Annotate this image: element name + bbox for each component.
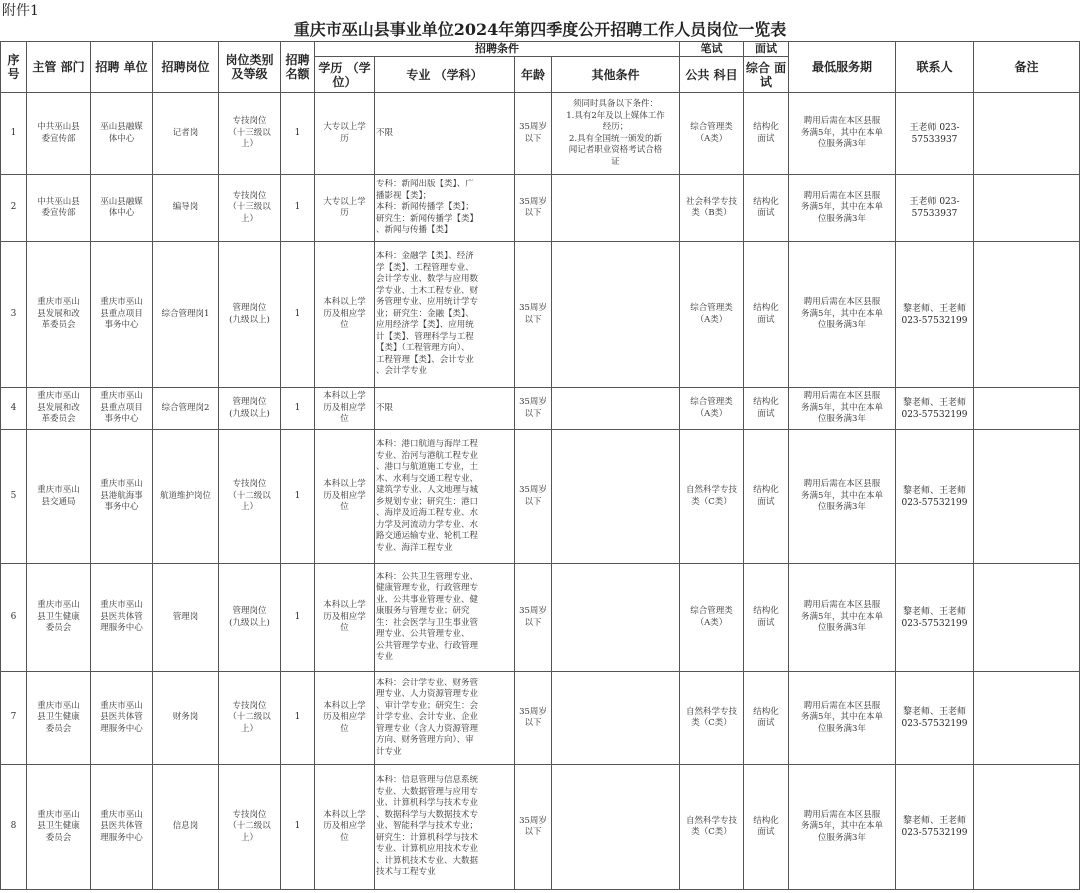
cell-age: 35周岁 以下: [515, 175, 552, 242]
header-age: 年龄: [515, 57, 552, 93]
cell-education: 大专以上学 历: [315, 93, 375, 175]
cell-remarks: [974, 430, 1080, 564]
cell-category: 专技岗位 （十三级以 上）: [219, 93, 281, 175]
cell-major: 本科：会计学专业、财务管 理专业、人力资源管理专业 、审计学专业；研究生：会 计学专业、会计专业、企业 管理专业（含人力资源管理 方向、财务管理方向）、审 计专业: [375, 672, 515, 765]
cell-category: 管理岗位 (九级以上): [219, 388, 281, 430]
cell-education: 本科以上学 历及相应学 位: [315, 430, 375, 564]
cell-education: 本科以上学 历及相应学 位: [315, 765, 375, 890]
cell-contact: 黎老师、王老师 023-57532199: [896, 388, 974, 430]
cell-count: 1: [281, 93, 315, 175]
cell-category: 管理岗位 (九级以上): [219, 564, 281, 672]
cell-education: 本科以上学 历及相应学 位: [315, 672, 375, 765]
header-service: 最低服务期: [789, 42, 896, 93]
cell-contact: 黎老师、王老师 023-57532199: [896, 430, 974, 564]
cell-other: [552, 765, 680, 890]
cell-category: 专技岗位 （十二级以 上）: [219, 672, 281, 765]
header-dept: 主管 部门: [27, 42, 91, 93]
cell-age: 35周岁 以下: [515, 388, 552, 430]
attachment-label: 附件1: [2, 3, 39, 19]
cell-seq: 1: [1, 93, 27, 175]
header-interview: 面试: [744, 42, 789, 57]
header-seq: 序 号: [1, 42, 27, 93]
cell-major: 专科：新闻出版【类】、广 播影视【类】； 本科：新闻传播学【类】； 研究生：新闻传播学【类】 、新闻与传播【类】: [375, 175, 515, 242]
cell-age: 35周岁 以下: [515, 564, 552, 672]
header-written-sub: 公共 科目: [680, 57, 744, 93]
cell-dept: 重庆市巫山 县卫生健康 委员会: [27, 765, 91, 890]
cell-remarks: [974, 93, 1080, 175]
table-row: [1, 242, 1080, 388]
cell-other: [552, 242, 680, 388]
cell-education: 大专以上学 历: [315, 175, 375, 242]
table-row: [1, 175, 1080, 242]
cell-count: 1: [281, 175, 315, 242]
cell-post: 航道维护岗位: [153, 430, 219, 564]
cell-seq: 8: [1, 765, 27, 890]
header-unit: 招聘 单位: [91, 42, 153, 93]
cell-count: 1: [281, 765, 315, 890]
cell-service: 聘用后需在本区县服 务满5年，其中在本单 位服务满3年: [789, 430, 896, 564]
cell-dept: 重庆市巫山 县卫生健康 委员会: [27, 564, 91, 672]
table-row: [1, 93, 1080, 175]
cell-post: 综合管理岗2: [153, 388, 219, 430]
header-conditions: 招聘条件: [315, 42, 680, 57]
cell-service: 聘用后需在本区县服 务满5年，其中在本单 位服务满3年: [789, 175, 896, 242]
cell-education: 本科以上学 历及相应学 位: [315, 564, 375, 672]
cell-category: 专技岗位 （十二级以 上）: [219, 430, 281, 564]
cell-post: 信息岗: [153, 765, 219, 890]
cell-contact: 王老师 023- 57533937: [896, 93, 974, 175]
page-title: 重庆市巫山县事业单位2024年第四季度公开招聘工作人员岗位一览表: [293, 20, 787, 39]
table-row: [1, 430, 1080, 564]
cell-age: 35周岁 以下: [515, 765, 552, 890]
cell-seq: 2: [1, 175, 27, 242]
table-body: [1, 93, 1080, 890]
cell-count: 1: [281, 672, 315, 765]
cell-age: 35周岁 以下: [515, 93, 552, 175]
cell-post: 编导岗: [153, 175, 219, 242]
cell-dept: 中共巫山县 委宣传部: [27, 175, 91, 242]
cell-service: 聘用后需在本区县服 务满5年，其中在本单 位服务满3年: [789, 242, 896, 388]
cell-age: 35周岁 以下: [515, 430, 552, 564]
cell-dept: 重庆市巫山 县发展和改 革委员会: [27, 388, 91, 430]
table-row: [1, 388, 1080, 430]
cell-count: 1: [281, 242, 315, 388]
table-row: [1, 564, 1080, 672]
cell-remarks: [974, 242, 1080, 388]
cell-count: 1: [281, 388, 315, 430]
cell-remarks: [974, 388, 1080, 430]
cell-dept: 中共巫山县 委宣传部: [27, 93, 91, 175]
cell-written: 自然科学专技 类（C类）: [680, 765, 744, 890]
cell-education: 本科以上学 历及相应学 位: [315, 388, 375, 430]
cell-major: 本科：金融学【类】、经济 学【类】、工程管理专业、 会计学专业、数学与应用数 学专业、土木工程专业、财 务管理专业、应用统计学专 业；研究生：金融【类】、 应用经济学【类】、应用统 计【类】、管理科学与工程 【类】（工程管理方向）、 工程管理【类】、会计专业 、会计学专业: [375, 242, 515, 388]
cell-written: 综合管理类 （A类）: [680, 93, 744, 175]
cell-remarks: [974, 175, 1080, 242]
cell-count: 1: [281, 430, 315, 564]
cell-age: 35周岁 以下: [515, 242, 552, 388]
cell-service: 聘用后需在本区县服 务满5年，其中在本单 位服务满3年: [789, 564, 896, 672]
cell-service: 聘用后需在本区县服 务满5年，其中在本单 位服务满3年: [789, 388, 896, 430]
cell-contact: 黎老师、王老师 023-57532199: [896, 242, 974, 388]
header-other: 其他条件: [552, 57, 680, 93]
cell-dept: 重庆市巫山 县发展和改 革委员会: [27, 242, 91, 388]
cell-service: 聘用后需在本区县服 务满5年，其中在本单 位服务满3年: [789, 672, 896, 765]
cell-unit: 重庆市巫山 县医共体管 理服务中心: [91, 672, 153, 765]
cell-other: [552, 672, 680, 765]
header-contact: 联系人: [896, 42, 974, 93]
cell-category: 专技岗位 （十二级以 上）: [219, 765, 281, 890]
cell-contact: 黎老师、王老师 023-57532199: [896, 672, 974, 765]
cell-interview: 结构化 面试: [744, 672, 789, 765]
header-category: 岗位类别 及等级: [219, 42, 281, 93]
recruitment-table: [0, 41, 1080, 890]
cell-service: 聘用后需在本区县服 务满5年，其中在本单 位服务满3年: [789, 93, 896, 175]
cell-other: [552, 175, 680, 242]
cell-written: 自然科学专技 类（C类）: [680, 672, 744, 765]
cell-written: 综合管理类 （A类）: [680, 388, 744, 430]
cell-major: 不限: [375, 93, 515, 175]
cell-other: [552, 564, 680, 672]
header-interview-sub: 综合 面试: [744, 57, 789, 93]
cell-seq: 7: [1, 672, 27, 765]
cell-education: 本科以上学 历及相应学 位: [315, 242, 375, 388]
cell-unit: 重庆市巫山 县重点项目 事务中心: [91, 242, 153, 388]
cell-seq: 6: [1, 564, 27, 672]
cell-age: 35周岁 以下: [515, 672, 552, 765]
cell-major: 本科：信息管理与信息系统 专业、大数据管理与应用专 业、计算机科学与技术专业 、数据科学与大数据技术专 业、智能科学与技术专业； 研究生：计算机科学与技术 专业、计算机应用技术专业 、计算机技术专业、大数据 技术与工程专业: [375, 765, 515, 890]
cell-written: 综合管理类 （A类）: [680, 564, 744, 672]
header-education: 学历 （学位）: [315, 57, 375, 93]
cell-post: 记者岗: [153, 93, 219, 175]
cell-other: [552, 430, 680, 564]
cell-unit: 重庆市巫山 县港航海事 事务中心: [91, 430, 153, 564]
cell-major: 不限: [375, 388, 515, 430]
cell-written: 社会科学专技 类（B类）: [680, 175, 744, 242]
cell-remarks: [974, 765, 1080, 890]
cell-dept: 重庆市巫山 县卫生健康 委员会: [27, 672, 91, 765]
cell-other: [552, 388, 680, 430]
cell-unit: 巫山县融媒 体中心: [91, 175, 153, 242]
header-written: 笔试: [680, 42, 744, 57]
cell-remarks: [974, 564, 1080, 672]
cell-unit: 巫山县融媒 体中心: [91, 93, 153, 175]
cell-post: 综合管理岗1: [153, 242, 219, 388]
cell-interview: 结构化 面试: [744, 564, 789, 672]
cell-dept: 重庆市巫山 县交通局: [27, 430, 91, 564]
cell-category: 专技岗位 （十三级以 上）: [219, 175, 281, 242]
cell-major: 本科：港口航道与海岸工程 专业、治河与港航工程专业 、港口与航道施工专业，土 木、水利与交通工程专业、 建筑学专业、人文地理与城 乡规划专业；研究生：港口 、海岸及近海工程专业、水 力学及河流动力学专业、水 路交通运输专业、轮机工程 专业、海洋工程专业: [375, 430, 515, 564]
cell-interview: 结构化 面试: [744, 388, 789, 430]
cell-category: 管理岗位 (九级以上): [219, 242, 281, 388]
cell-seq: 3: [1, 242, 27, 388]
cell-unit: 重庆市巫山 县重点项目 事务中心: [91, 388, 153, 430]
cell-major: 本科：公共卫生管理专业、 健康管理专业，行政管理专 业、公共事业管理专业、健 康服务与管理专业；研究 生：社会医学与卫生事业管 理专业、公共管理专业、 公共管理学专业、行政管理 专业: [375, 564, 515, 672]
header-major: 专业 （学科）: [375, 57, 515, 93]
cell-interview: 结构化 面试: [744, 93, 789, 175]
cell-unit: 重庆市巫山 县医共体管 理服务中心: [91, 765, 153, 890]
cell-contact: 黎老师、王老师 023-57532199: [896, 564, 974, 672]
header-remarks: 备注: [974, 42, 1080, 93]
cell-interview: 结构化 面试: [744, 430, 789, 564]
cell-interview: 结构化 面试: [744, 242, 789, 388]
cell-remarks: [974, 672, 1080, 765]
cell-count: 1: [281, 564, 315, 672]
table-row: [1, 672, 1080, 765]
cell-interview: 结构化 面试: [744, 175, 789, 242]
cell-unit: 重庆市巫山 县医共体管 理服务中心: [91, 564, 153, 672]
table-row: [1, 765, 1080, 890]
cell-post: 财务岗: [153, 672, 219, 765]
cell-post: 管理岗: [153, 564, 219, 672]
header-post: 招聘岗位: [153, 42, 219, 93]
table-header: [1, 42, 1080, 93]
cell-seq: 4: [1, 388, 27, 430]
cell-written: 自然科学专技 类（C类）: [680, 430, 744, 564]
header-count: 招聘 名额: [281, 42, 315, 93]
cell-other: 须同时具备以下条件： 1.具有2年及以上媒体工作 经历； 2.具有全国统一颁发的新 闻记者职业资格考试合格 证: [552, 93, 680, 175]
cell-contact: 黎老师、王老师 023-57532199: [896, 765, 974, 890]
cell-seq: 5: [1, 430, 27, 564]
cell-interview: 结构化 面试: [744, 765, 789, 890]
cell-written: 综合管理类 （A类）: [680, 242, 744, 388]
cell-contact: 王老师 023- 57533937: [896, 175, 974, 242]
cell-service: 聘用后需在本区县服 务满5年，其中在本单 位服务满3年: [789, 765, 896, 890]
